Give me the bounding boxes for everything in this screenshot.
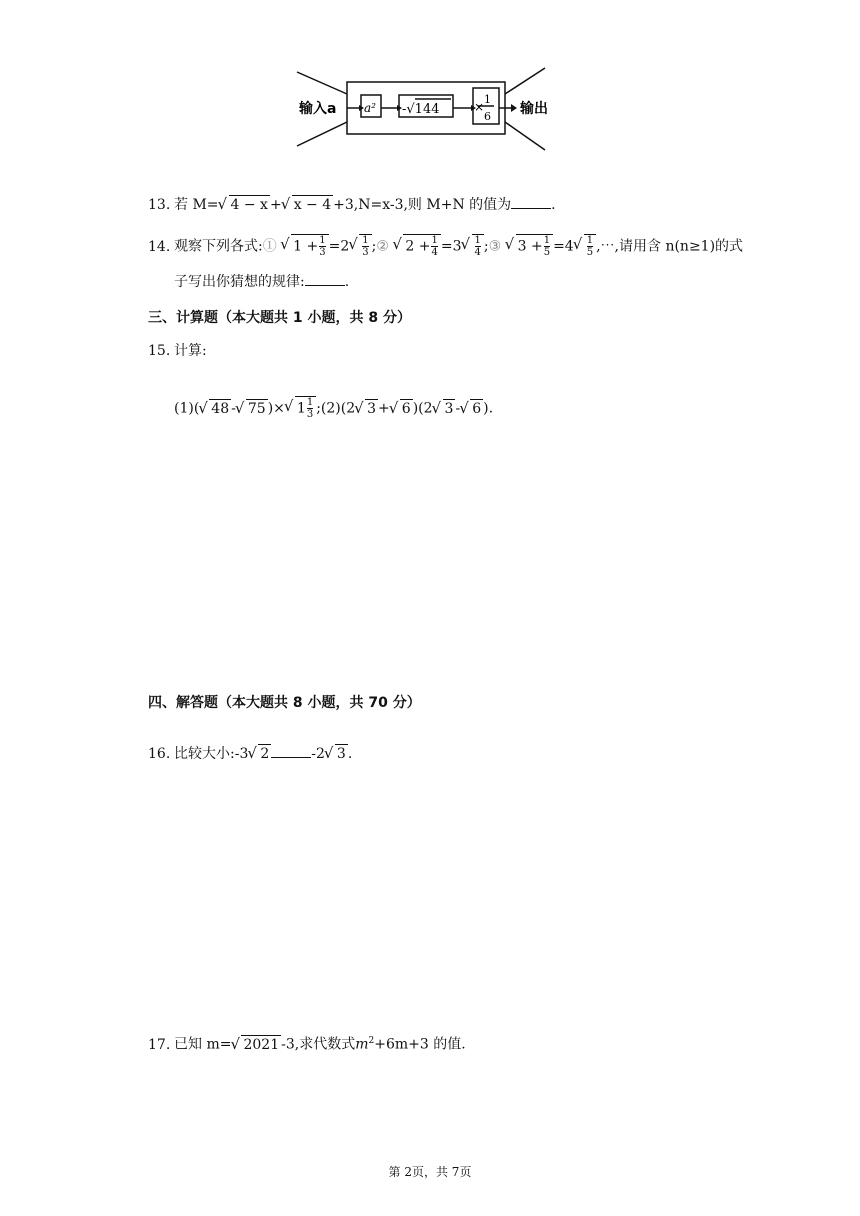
flowchart-square-label: a² [364,101,376,115]
flowchart-times-numerator: 1 [484,93,491,106]
sqrt-expression: √ 4 − x [220,194,270,216]
question-number: 15. [148,343,171,359]
sqrt-expression: √ 6 [461,398,483,420]
answer-blank [511,194,551,209]
question-number: 17. [148,1036,171,1053]
sqrt-expression: √ 75 [237,398,268,420]
sqrt-expression: √ x − 4 [283,194,333,216]
flowchart-times-denominator: 6 [484,110,491,123]
sqrt-expression: √ 2021 [232,1034,281,1056]
sqrt-expression: √ 1 $\frac{1}{3}$ [286,396,316,420]
circled-one: ① [262,238,277,255]
sqrt-expression: √ $\frac{1}{5}$ [575,234,596,258]
flowchart-output-label: 输出 [520,101,548,117]
question-number: 13. [148,197,171,213]
sqrt-expression: √ 1 + $\frac{1}{3}$ [282,234,328,258]
question-number: 16. [148,746,171,762]
sqrt-expression: √ 2 [249,743,271,765]
circled-two: ② [376,238,389,255]
question-15: 15. 计算: [148,340,207,362]
sqrt-expression: √ 6 [391,398,413,420]
flowchart-figure [295,66,570,152]
flowchart-input-label: 输入a [299,101,337,117]
sqrt-expression: √ $\frac{1}{4}$ [463,234,484,258]
sqrt-expression: √ 48 [200,398,231,420]
sqrt-expression: √ 3 [326,743,348,765]
question-14-line-2: 子写出你猜想的规律: . [174,271,349,293]
circled-three: ③ [488,238,502,255]
sqrt-expression: √ 2 + $\frac{1}{4}$ [394,234,440,258]
sqrt-expression: √ 3 [356,398,378,420]
question-15-expression: (1)(√ 48 -√ 75 )×√ 1 $\frac{1}{3}$ ;(2)(2√ 3 +√ 6 )(2√ 3 -√ 6 ). [174,396,493,420]
sqrt-expression: √ 3 + $\frac{1}{5}$ [507,234,553,258]
sqrt-expression: √ 3 [434,398,456,420]
flowchart-sqrt-label: -√144 [402,102,440,117]
question-number: 14. [148,238,171,255]
question-17: 17. 已知 m=√ 2021 -3,求代数式$m^2+6m+3$ 的值. [148,1030,466,1056]
section-heading-4: 四、解答题（本大题共 8 小题，共 70 分） [148,695,421,711]
flowchart-times-sign: × [474,100,485,114]
answer-blank [271,743,311,758]
answer-blank [305,271,345,286]
question-14: 14. 观察下列各式:① √ 1 + $\frac{1}{3}$ =2 √ $\frac{1}{3}$ ;② √ 2 + $\frac{1}{4}$ =3 √ $\frac{1}{4}$ ;③ √ 3 + $\frac{1}{5}$ =4 √ $\frac{1}{5}$ ,⋯,请用含 n(n≥1)的式 [148,234,743,258]
question-13: 13. 若 M=√ 4 − x +√ x − 4 +3,N=x-3,则 M+N 的值为 . [148,194,556,216]
question-16: 16. 比较大小:-3√ 2 -2√ 3 . [148,743,352,765]
section-heading-3: 三、计算题（本大题共 1 小题，共 8 分） [148,310,411,326]
page-footer: 第 2页，共 7页 [388,1165,472,1179]
sqrt-expression: √ $\frac{1}{3}$ [350,234,371,258]
